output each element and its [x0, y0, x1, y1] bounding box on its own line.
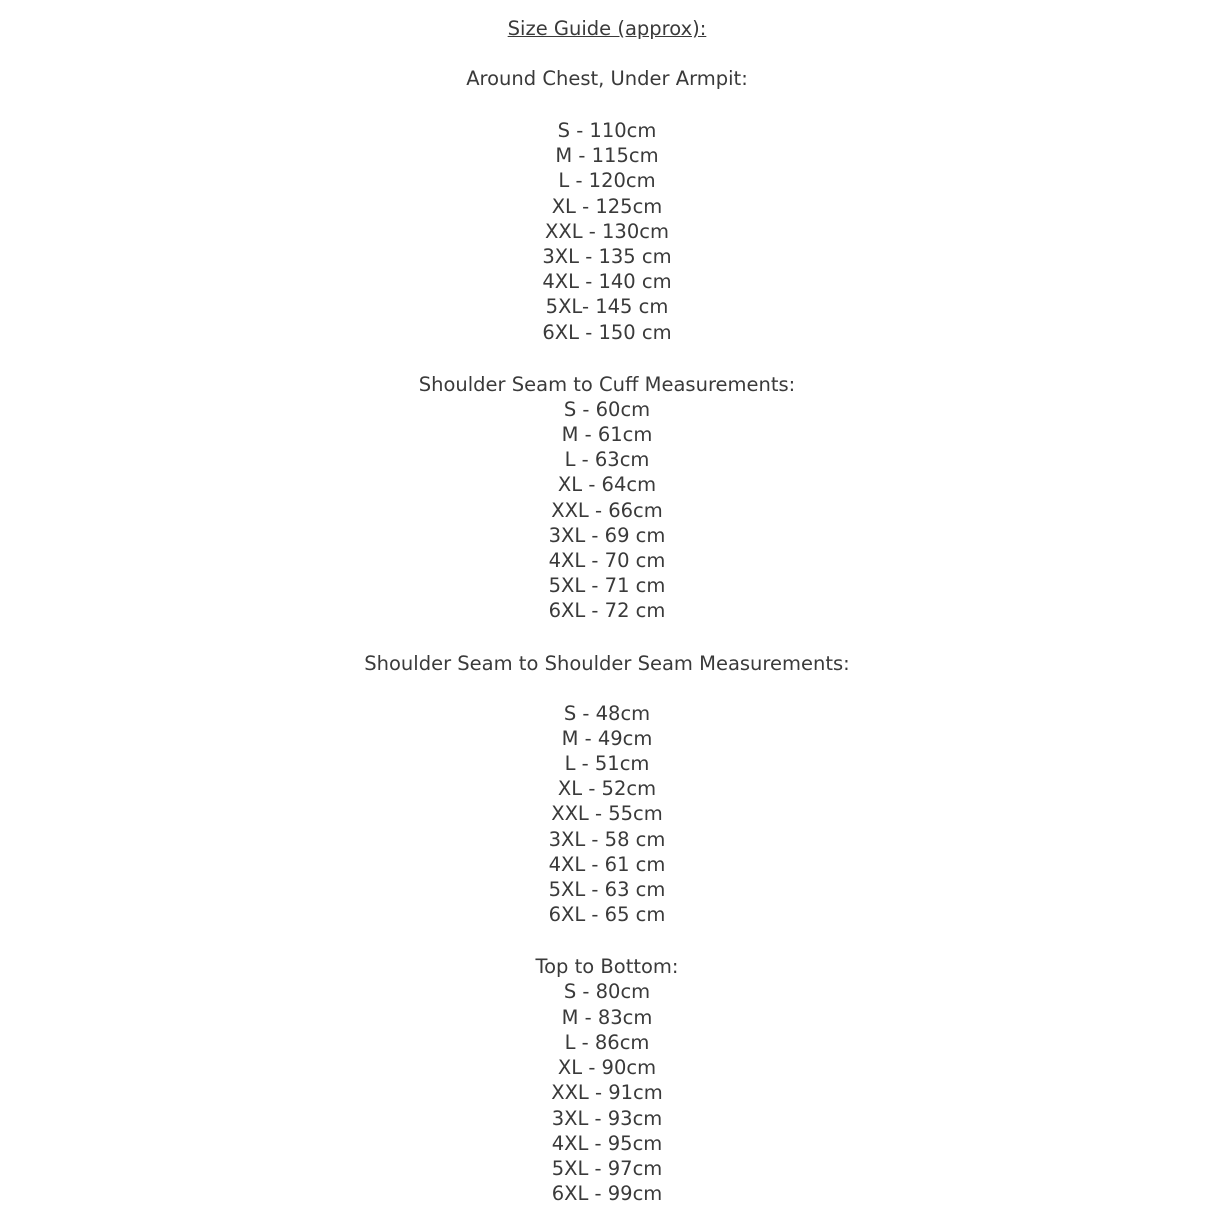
list-item: XL - 125cm: [551, 194, 663, 218]
list-item: XXL - 66cm: [551, 498, 663, 522]
list-item: 6XL - 99cm: [551, 1182, 663, 1206]
list-item: XL - 90cm: [557, 1056, 657, 1080]
list-item: 4XL - 95cm: [551, 1131, 663, 1155]
list-item: S - 110cm: [557, 119, 657, 142]
spacer: [0, 91, 1214, 118]
list-item: S - 80cm: [563, 980, 651, 1004]
list-item: S - 60cm: [563, 397, 651, 421]
list-item: 3XL - 69 cm: [548, 523, 666, 547]
list-item: 6XL - 72 cm: [548, 599, 666, 623]
list-item: XL - 64cm: [557, 473, 657, 497]
spacer: [0, 624, 1214, 651]
list-item: L - 86cm: [564, 1030, 650, 1054]
list-item: L - 51cm: [564, 752, 650, 776]
list-item: 6XL - 65 cm: [548, 903, 666, 927]
list-item: 4XL - 61 cm: [548, 852, 666, 876]
list-item: XXL - 130cm: [545, 219, 669, 243]
list-item: M - 83cm: [561, 1005, 653, 1029]
measurement-list-shoulder-to-shoulder: [0, 701, 1214, 928]
list-item: 5XL - 63 cm: [548, 878, 666, 902]
spacer: [0, 676, 1214, 701]
list-item: 4XL - 70 cm: [548, 549, 666, 573]
list-item: 5XL- 145 cm: [545, 295, 669, 319]
section-heading-top-to-bottom: Top to Bottom:: [535, 955, 679, 979]
page-title: Size Guide (approx):: [507, 17, 707, 40]
section-heading-shoulder-to-shoulder: Shoulder Seam to Shoulder Seam Measurements:: [364, 651, 850, 675]
list-item: L - 63cm: [564, 448, 650, 472]
list-item: S - 48cm: [563, 701, 651, 725]
list-item: L - 120cm: [558, 169, 656, 193]
list-item: XXL - 55cm: [551, 802, 663, 826]
list-item: 4XL - 140 cm: [542, 270, 672, 294]
section-heading-chest: Around Chest, Under Armpit:: [466, 67, 748, 90]
list-item: 6XL - 150 cm: [542, 320, 672, 344]
list-item: XXL - 91cm: [551, 1081, 663, 1105]
spacer: [0, 345, 1214, 372]
section-heading-shoulder-to-cuff: Shoulder Seam to Cuff Measurements:: [418, 372, 796, 396]
measurement-list-top-to-bottom: [0, 979, 1214, 1206]
list-item: M - 115cm: [555, 144, 659, 168]
spacer: [0, 927, 1214, 954]
measurement-list-shoulder-to-cuff: [0, 397, 1214, 624]
list-item: M - 49cm: [561, 726, 653, 750]
list-item: 5XL - 97cm: [551, 1156, 663, 1180]
list-item: 5XL - 71 cm: [548, 574, 666, 598]
list-item: M - 61cm: [561, 423, 653, 447]
list-item: 3XL - 135 cm: [542, 245, 672, 269]
list-item: 3XL - 58 cm: [548, 827, 666, 851]
list-item: XL - 52cm: [557, 777, 657, 801]
list-item: 3XL - 93cm: [551, 1106, 663, 1130]
measurement-list-chest: [0, 118, 1214, 345]
